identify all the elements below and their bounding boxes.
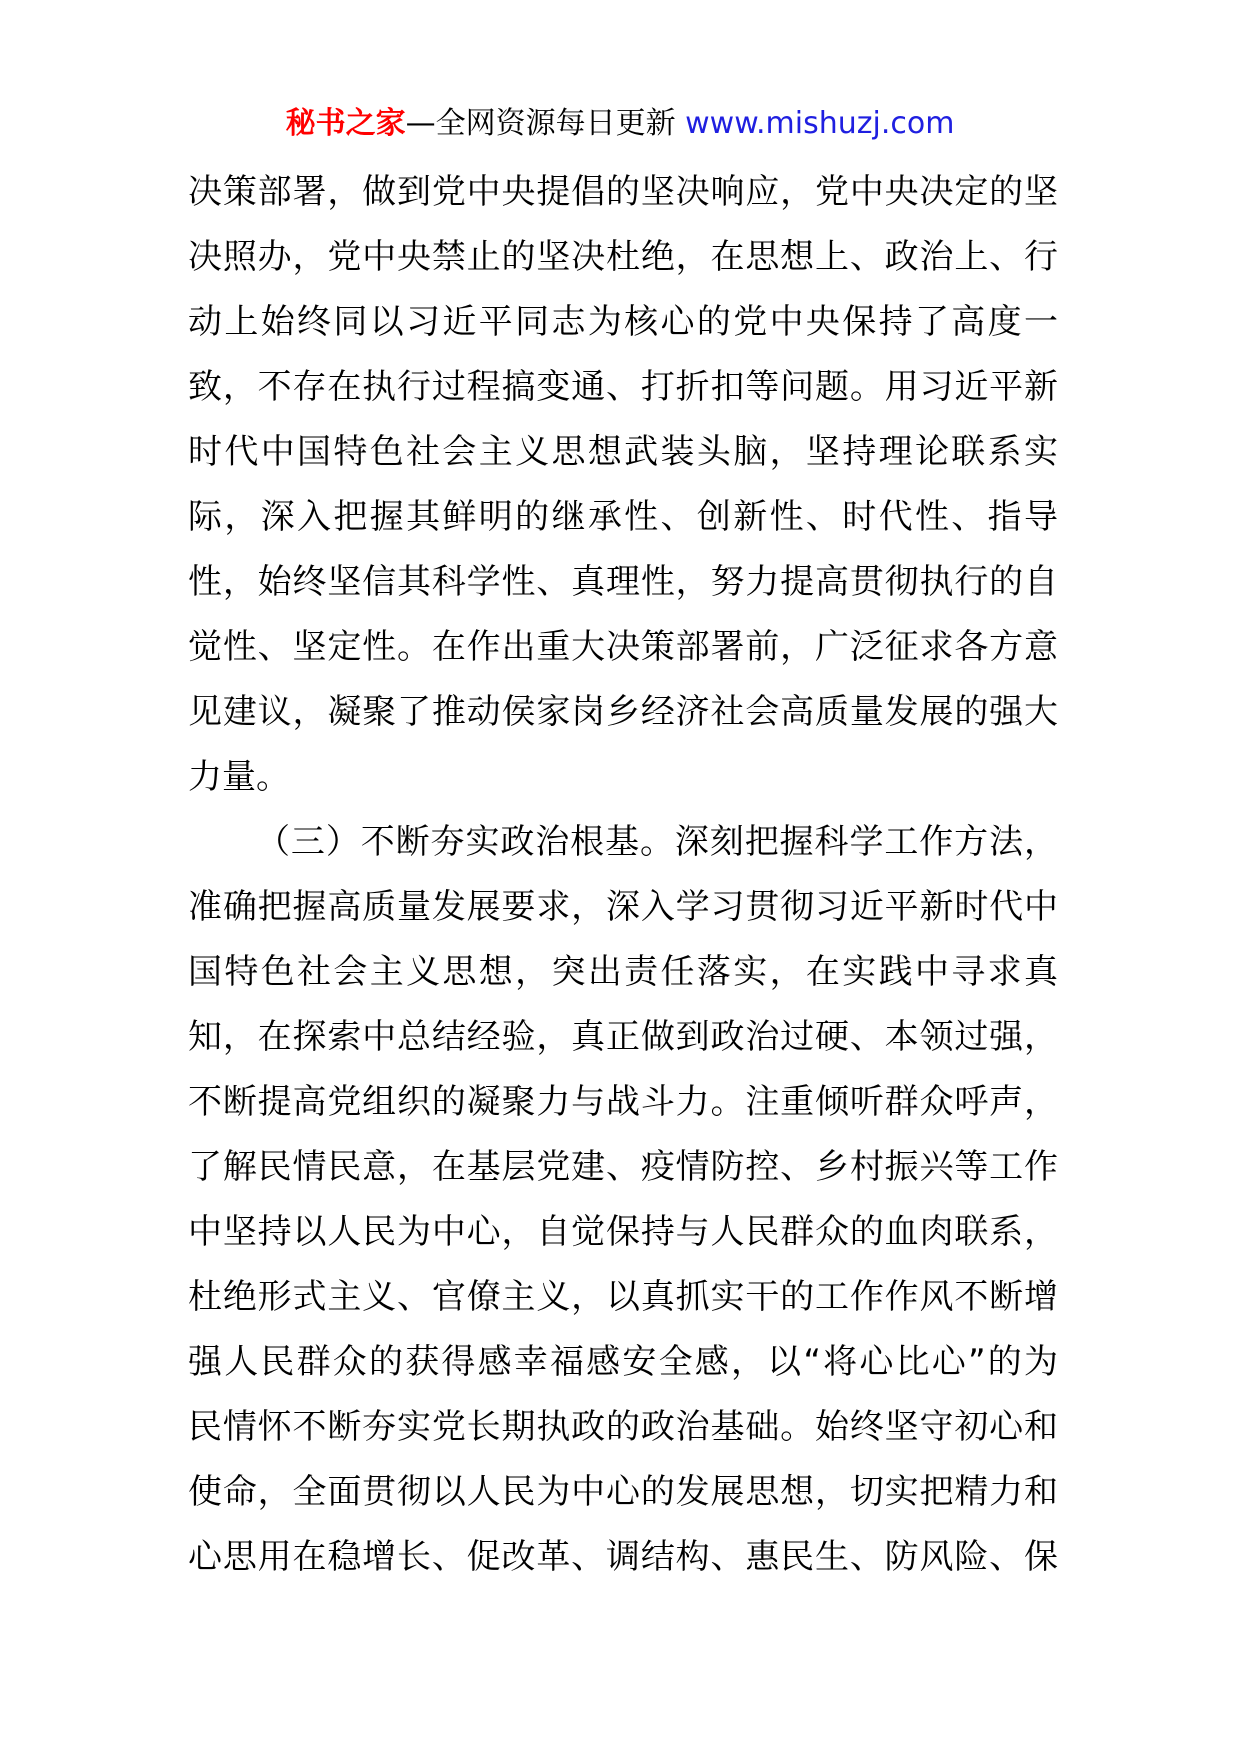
text-line: 不断提高党组织的凝聚力与战斗力。注重倾听群众呼声，	[188, 1082, 1058, 1122]
text-line: 动上始终同以习近平同志为核心的党中央保持了高度一	[188, 302, 1058, 342]
section-heading-line: （三）不断夯实政治根基。深刻把握科学工作方法，	[256, 822, 1058, 862]
text-line: 心思用在稳增长、促改革、调结构、惠民生、防风险、保	[188, 1537, 1058, 1577]
text-line: 致，不存在执行过程搞变通、打折扣等问题。用习近平新	[188, 367, 1058, 407]
text-line: 觉性、坚定性。在作出重大决策部署前，广泛征求各方意	[188, 627, 1058, 667]
text-line: 了解民情民意，在基层党建、疫情防控、乡村振兴等工作	[188, 1147, 1058, 1187]
text-line: 准确把握高质量发展要求，深入学习贯彻习近平新时代中	[188, 887, 1058, 927]
text-line: 见建议，凝聚了推动侯家岗乡经济社会高质量发展的强大	[188, 692, 1058, 732]
text-line: 使命，全面贯彻以人民为中心的发展思想，切实把精力和	[188, 1472, 1058, 1512]
header-brand: 秘书之家	[285, 106, 406, 141]
text-line: 中坚持以人民为中心，自觉保持与人民群众的血肉联系，	[188, 1212, 1058, 1252]
header-url-link[interactable]: www.mishuzj.com	[685, 106, 955, 141]
text-line: 民情怀不断夯实党长期执政的政治基础。始终坚守初心和	[188, 1407, 1058, 1447]
header-slogan: —全网资源每日更新	[405, 106, 686, 141]
text-line: 知，在探索中总结经验，真正做到政治过硬、本领过强，	[188, 1017, 1058, 1057]
paragraph-end-line: 力量。	[188, 757, 290, 797]
text-line: 时代中国特色社会主义思想武装头脑，坚持理论联系实	[188, 432, 1058, 472]
text-line: 强人民群众的获得感幸福感安全感，以“将心比心”的为	[188, 1342, 1058, 1382]
text-line: 决策部署，做到党中央提倡的坚决响应，党中央决定的坚	[188, 172, 1058, 212]
text-line: 性，始终坚信其科学性、真理性，努力提高贯彻执行的自	[188, 562, 1058, 602]
text-line: 杜绝形式主义、官僚主义，以真抓实干的工作作风不断增	[188, 1277, 1058, 1317]
text-line: 国特色社会主义思想，突出责任落实，在实践中寻求真	[188, 952, 1058, 992]
text-line: 际，深入把握其鲜明的继承性、创新性、时代性、指导	[188, 497, 1058, 537]
page-header	[0, 100, 1240, 148]
document-body	[188, 160, 1058, 1590]
text-line: 决照办，党中央禁止的坚决杜绝，在思想上、政治上、行	[188, 237, 1058, 277]
